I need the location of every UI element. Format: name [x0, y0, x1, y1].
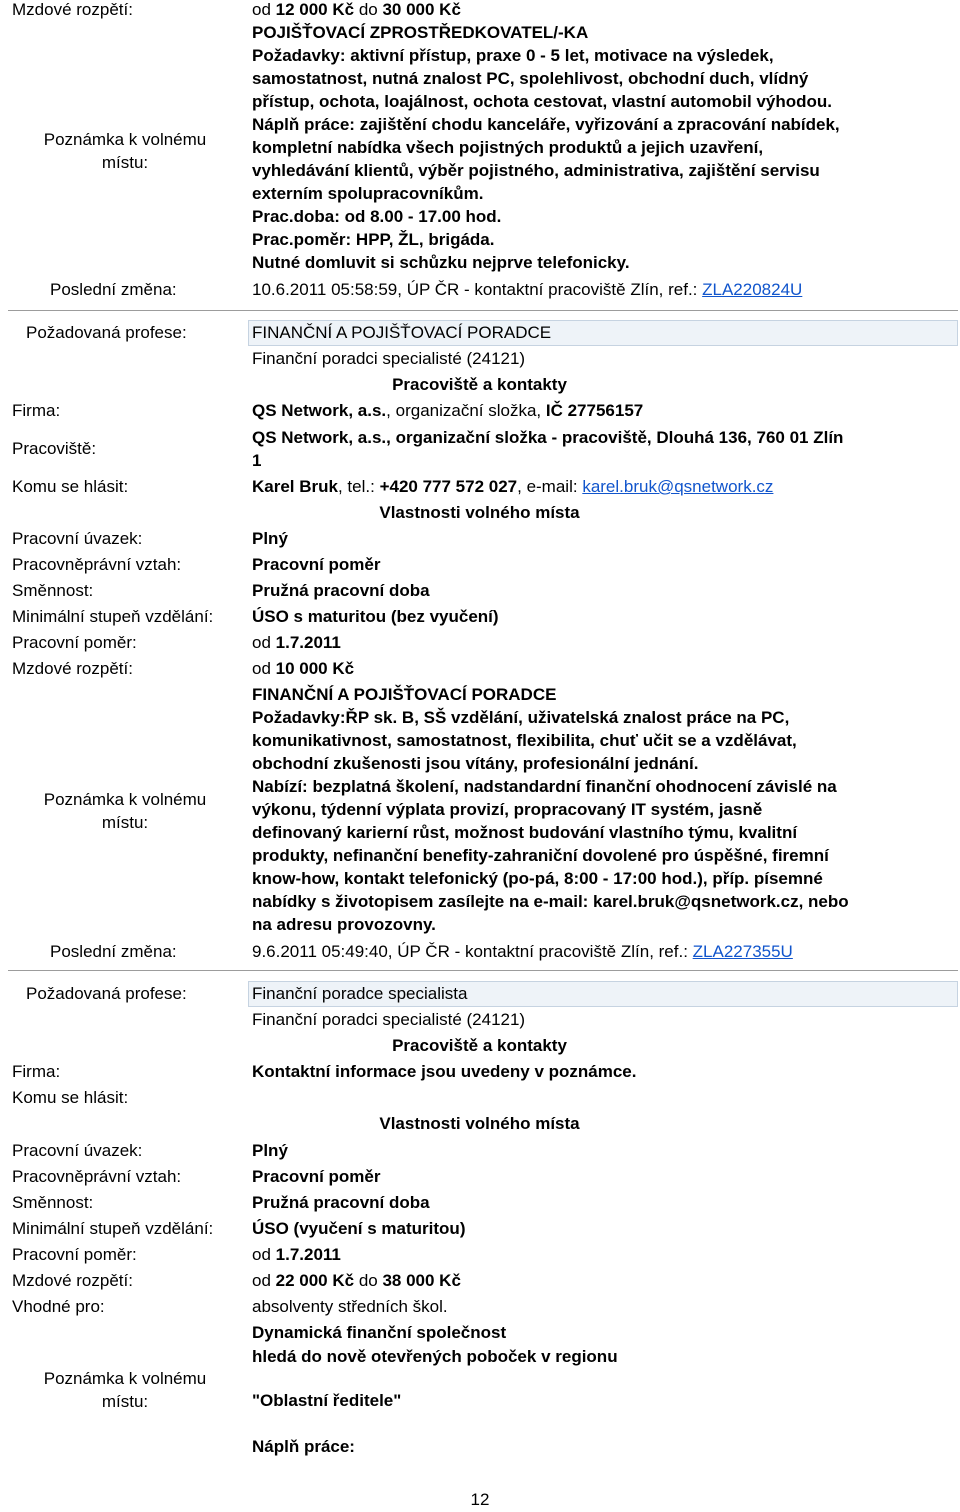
- note-label: Poznámka k volnému místu:: [43, 790, 207, 832]
- suitable-for-value: absolventy středních škol.: [252, 1297, 448, 1316]
- note-line: Prac.poměr: HPP, ŽL, brigáda.: [252, 230, 495, 249]
- firm-label: Firma:: [12, 401, 61, 420]
- salary-value: od 10 000 Kč: [252, 659, 355, 678]
- profession-subtitle: Finanční poradci specialisté (24121): [252, 349, 526, 368]
- salary-value: od 22 000 Kč do 38 000 Kč: [252, 1271, 461, 1290]
- min-edu-label: Minimální stupeň vzdělání:: [12, 607, 214, 626]
- note-line: nabídky s životopisem zasílejte na e-mail: karel.bruk@qsnetwork.cz, nebo: [252, 892, 849, 911]
- job-load-label: Pracovní úvazek:: [12, 1141, 143, 1160]
- employment-label: Pracovní poměr:: [12, 633, 137, 652]
- divider: [8, 970, 958, 971]
- ref-link[interactable]: ZLA220824U: [702, 280, 803, 299]
- firm-value: Kontaktní informace jsou uvedeny v poznámce.: [252, 1062, 637, 1081]
- shifts-label: Směnnost:: [12, 1193, 94, 1212]
- note-line: hledá do nově otevřených poboček v regionu: [252, 1347, 618, 1366]
- contact-value: Karel Bruk, tel.: +420 777 572 027, e-mail: karel.bruk@qsnetwork.cz: [252, 477, 774, 496]
- section-props-heading: Vlastnosti volného místa: [379, 1114, 580, 1133]
- ref-link[interactable]: ZLA227355U: [692, 942, 793, 961]
- salary-label: Mzdové rozpětí:: [12, 0, 133, 19]
- salary-label: Mzdové rozpětí:: [12, 1271, 133, 1290]
- note-label: Poznámka k volnému místu:: [43, 1369, 207, 1411]
- job-load-value: Plný: [252, 1141, 288, 1160]
- salary-label: Mzdové rozpětí:: [12, 659, 133, 678]
- min-edu-value: ÚSO (vyučení s maturitou): [252, 1219, 466, 1238]
- employment-value: od 1.7.2011: [252, 1245, 341, 1264]
- note-line: Dynamická finanční společnost: [252, 1323, 507, 1342]
- last-change-value: 10.6.2011 05:58:59, ÚP ČR - kontaktní pracoviště Zlín, ref.: ZLA220824U: [252, 280, 803, 299]
- employment-value: od 1.7.2011: [252, 633, 341, 652]
- note-line: produkty, nefinanční benefity-zahraniční dovolené pro úspěšné, firemní: [252, 846, 829, 865]
- contact-label: Komu se hlásit:: [12, 1088, 129, 1107]
- shifts-value: Pružná pracovní doba: [252, 581, 430, 600]
- page-number: 12: [470, 1490, 490, 1509]
- profession-title: FINANČNÍ A POJIŠŤOVACÍ PORADCE: [252, 323, 552, 342]
- note-line: know-how, kontakt telefonický (po-pá, 8:00 - 17:00 hod.), příp. písemné: [252, 869, 823, 888]
- note-line: kompletní nabídka všech pojistných produktů a jejich uzavření,: [252, 138, 764, 157]
- job-note: [252, 683, 952, 936]
- contact-label: Komu se hlásit:: [12, 477, 129, 496]
- note-line: Požadavky:ŘP sk. B, SŠ vzdělání, uživatelská znalost práce na PC,: [252, 708, 790, 727]
- note-line: Prac.doba: od 8.00 - 17.00 hod.: [252, 207, 502, 226]
- note-line: Nutné domluvit si schůzku nejprve telefonicky.: [252, 253, 630, 272]
- last-change-value: 9.6.2011 05:49:40, ÚP ČR - kontaktní pracoviště Zlín, ref.: ZLA227355U: [252, 942, 793, 961]
- note-line: Nabízí: bezplatná školení, nadstandardní finanční ohodnocení závislé na: [252, 777, 837, 796]
- section-props-heading: Vlastnosti volného místa: [379, 503, 580, 522]
- firm-value: QS Network, a.s., organizační složka, IČ 27756157: [252, 401, 644, 420]
- note-line: komunikativnost, samostatnost, flexibilita, chuť učit se a vzdělávat,: [252, 731, 797, 750]
- min-edu-value: ÚSO s maturitou (bez vyučení): [252, 607, 499, 626]
- job-note: [252, 21, 952, 274]
- labor-relation-label: Pracovněprávní vztah:: [12, 555, 182, 574]
- note-line: na adresu provozovny.: [252, 915, 436, 934]
- last-change-label: Poslední změna:: [50, 942, 177, 961]
- note-label: Poznámka k volnému místu:: [43, 130, 207, 172]
- salary-value: od 12 000 Kč do 30 000 Kč: [252, 0, 461, 19]
- note-line: vyhledávání klientů, výběr pojistného, administrativa, zajištění servisu: [252, 161, 820, 180]
- note-line: definovaný karierní růst, možnost budování vlastního týmu, kvalitní: [252, 823, 798, 842]
- shifts-value: Pružná pracovní doba: [252, 1193, 430, 1212]
- divider: [8, 310, 958, 311]
- note-line: POJIŠŤOVACÍ ZPROSTŘEDKOVATEL/-KA: [252, 23, 589, 42]
- profession-label: Požadovaná profese:: [26, 323, 187, 342]
- min-edu-label: Minimální stupeň vzdělání:: [12, 1219, 214, 1238]
- suitable-for-label: Vhodné pro:: [12, 1297, 105, 1316]
- note-line: přístup, ochota, loajálnost, ochota cestovat, vlastní automobil výhodou.: [252, 92, 832, 111]
- note-line: výkonu, týdenní výplata provizí, propracovaný IT systém, jasně: [252, 800, 763, 819]
- note-line: Požadavky: aktivní přístup, praxe 0 - 5 let, motivace na výsledek,: [252, 46, 774, 65]
- note-line: "Oblastní ředitele": [252, 1391, 402, 1410]
- workplace-label: Pracoviště:: [12, 439, 97, 458]
- workplace-value: QS Network, a.s., organizační složka - pracoviště, Dlouhá 136, 760 01 Zlín 1: [252, 428, 844, 470]
- last-change-label: Poslední změna:: [50, 280, 177, 299]
- labor-relation-value: Pracovní poměr: [252, 555, 381, 574]
- note-line: externím spolupracovníkům.: [252, 184, 484, 203]
- section-workplace-heading: Pracoviště a kontakty: [392, 1036, 567, 1055]
- note-line: obchodní zkušenosti jsou vítány, profesionální jednání.: [252, 754, 699, 773]
- note-line: samostatnost, nutná znalost PC, spolehlivost, obchodní duch, vlídný: [252, 69, 809, 88]
- section-workplace-heading: Pracoviště a kontakty: [392, 375, 567, 394]
- note-line: Náplň práce: zajištění chodu kanceláře, vyřizování a zpracování nabídek,: [252, 115, 840, 134]
- shifts-label: Směnnost:: [12, 581, 94, 600]
- firm-label: Firma:: [12, 1062, 61, 1081]
- note-line: Náplň práce:: [252, 1437, 355, 1456]
- note-line: FINANČNÍ A POJIŠŤOVACÍ PORADCE: [252, 685, 557, 704]
- profession-label: Požadovaná profese:: [26, 984, 187, 1003]
- employment-label: Pracovní poměr:: [12, 1245, 137, 1264]
- profession-subtitle: Finanční poradci specialisté (24121): [252, 1010, 526, 1029]
- labor-relation-label: Pracovněprávní vztah:: [12, 1167, 182, 1186]
- profession-title: Finanční poradce specialista: [252, 984, 468, 1003]
- job-load-label: Pracovní úvazek:: [12, 529, 143, 548]
- job-load-value: Plný: [252, 529, 288, 548]
- labor-relation-value: Pracovní poměr: [252, 1167, 381, 1186]
- email-link[interactable]: karel.bruk@qsnetwork.cz: [582, 477, 774, 496]
